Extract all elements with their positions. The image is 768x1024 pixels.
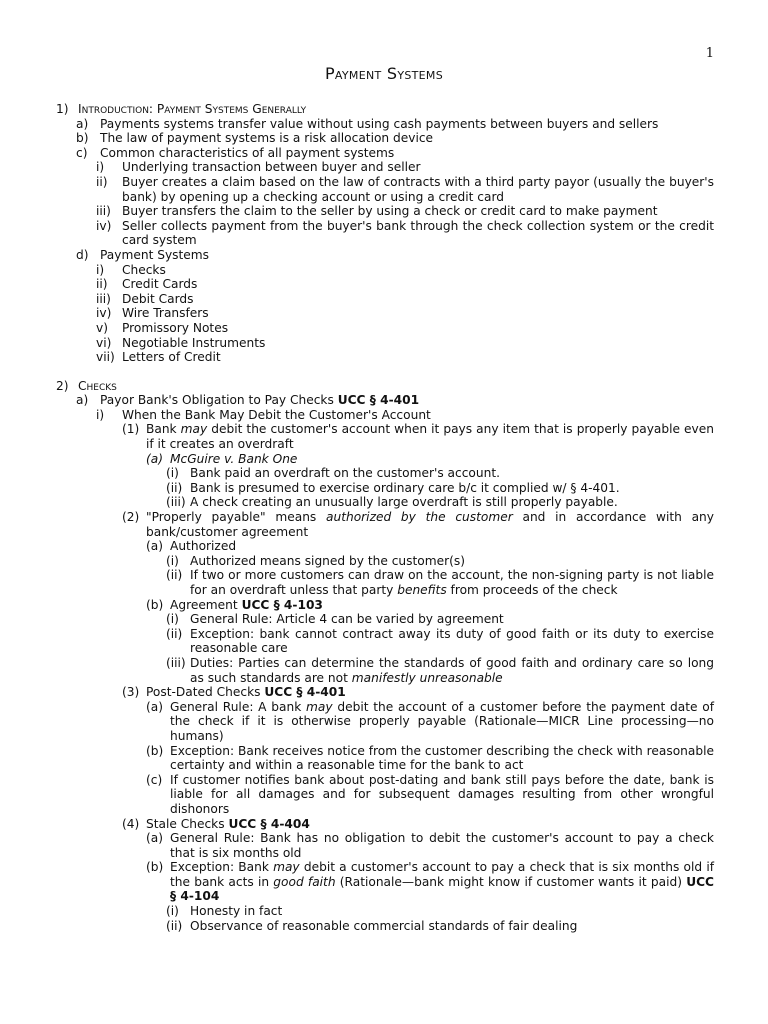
list-item: (4) Stale Checks UCC § 4-404 bbox=[122, 816, 310, 831]
list-item: (c) If customer notifies bank about post-dating and bank still pays before the date, bank is liable for all damages and for subsequent damages resulting from other wrongful dishonors bbox=[146, 772, 714, 816]
list-item: vii) Letters of Credit bbox=[96, 350, 221, 365]
ucc-citation: UCC § 4-104 bbox=[170, 874, 714, 904]
ucc-citation: UCC § 4-404 bbox=[228, 816, 310, 831]
page-number: 1 bbox=[705, 46, 714, 61]
list-item: (3) Post-Dated Checks UCC § 4-401 bbox=[122, 685, 346, 700]
list-item: (i) Authorized means signed by the customer(s) bbox=[166, 553, 465, 568]
list-item: a) Payments systems transfer value without using cash payments between buyers and sellers bbox=[76, 116, 659, 131]
list-item: (iii) Duties: Parties can determine the standards of good faith and ordinary care so long as such standards are not manifestly unreasonable bbox=[166, 655, 714, 685]
list-item: (a) Authorized bbox=[146, 539, 237, 554]
list-item: i) Checks bbox=[96, 262, 166, 277]
list-item: a) Payor Bank's Obligation to Pay Checks UCC § 4-401 bbox=[76, 393, 420, 408]
list-item: ii) Buyer creates a claim based on the law of contracts with a third party payor (usually the buyer's bank) by opening up a checking account or using a credit card bbox=[96, 174, 714, 204]
list-item: (b) Exception: Bank may debit a customer's account to pay a check that is six months old if the bank acts in good faith (Rationale—bank might know if customer wants it paid) UCC § 4-104 bbox=[146, 860, 714, 904]
list-item: (a) General Rule: A bank may debit the account of a customer before the payment date of the check if it is otherwise properly payable (Rationale—MICR Line processing—no humans) bbox=[146, 699, 714, 743]
section-spacer bbox=[56, 365, 714, 379]
list-item: (ii) Observance of reasonable commercial standards of fair dealing bbox=[166, 918, 578, 933]
list-item: (1) Bank may debit the customer's account when it pays any item that is properly payable even if it creates an overdraft bbox=[122, 422, 714, 452]
list-item: b) The law of payment systems is a risk allocation device bbox=[76, 131, 434, 146]
list-item: iv) Seller collects payment from the buyer's bank through the check collection system or the credit card system bbox=[96, 218, 714, 248]
list-item: (2) "Properly payable" means authorized by the customer and in accordance with any bank/customer agreement bbox=[122, 510, 714, 539]
list-item: iii) Debit Cards bbox=[96, 291, 194, 306]
list-item: iii) Buyer transfers the claim to the seller by using a check or credit card to make payment bbox=[96, 204, 658, 219]
list-item: (b) Agreement UCC § 4-103 bbox=[146, 597, 323, 612]
case-name: (a) McGuire v. Bank One bbox=[146, 451, 298, 466]
list-item: (a) General Rule: Bank has no obligation to debit the customer's account to pay a check that is six months old bbox=[146, 831, 714, 860]
list-item: (b) Exception: Bank receives notice from the customer describing the check with reasonable certainty and within a reasonable time for the bank to act bbox=[146, 743, 714, 773]
list-item: (i) Honesty in fact bbox=[166, 904, 283, 919]
outline bbox=[56, 102, 714, 933]
list-item: c) Common characteristics of all payment systems bbox=[76, 145, 395, 160]
list-item: i) When the Bank May Debit the Customer's Account bbox=[96, 407, 431, 422]
section-heading: 1) Introduction: Payment Systems Generally bbox=[56, 102, 307, 116]
list-item: i) Underlying transaction between buyer and seller bbox=[96, 160, 421, 175]
list-item: vi) Negotiable Instruments bbox=[96, 335, 266, 350]
list-item: iv) Wire Transfers bbox=[96, 306, 209, 321]
ucc-citation: UCC § 4-401 bbox=[264, 685, 346, 700]
list-item: d) Payment Systems bbox=[76, 247, 210, 262]
list-item: v) Promissory Notes bbox=[96, 320, 229, 335]
list-item: (iii) A check creating an unusually large overdraft is still properly payable. bbox=[166, 495, 618, 510]
list-item: (ii) Bank is presumed to exercise ordinary care b/c it complied w/ § 4-401. bbox=[166, 480, 620, 495]
page-title: Payment Systems bbox=[324, 64, 443, 83]
list-item: (ii) Exception: bank cannot contract away its duty of good faith or its duty to exercise reasonable care bbox=[166, 626, 714, 656]
list-item: ii) Credit Cards bbox=[96, 277, 198, 292]
ucc-citation: UCC § 4-401 bbox=[337, 393, 420, 408]
list-item: (i) Bank paid an overdraft on the customer's account. bbox=[166, 466, 500, 481]
ucc-citation: UCC § 4-103 bbox=[241, 597, 323, 612]
list-item: (ii) If two or more customers can draw on the account, the non-signing party is not liable for an overdraft unless that party benefits from proceeds of the check bbox=[166, 568, 714, 597]
section-heading: 2) Checks bbox=[56, 378, 117, 393]
list-item: (i) General Rule: Article 4 can be varied by agreement bbox=[166, 612, 504, 627]
